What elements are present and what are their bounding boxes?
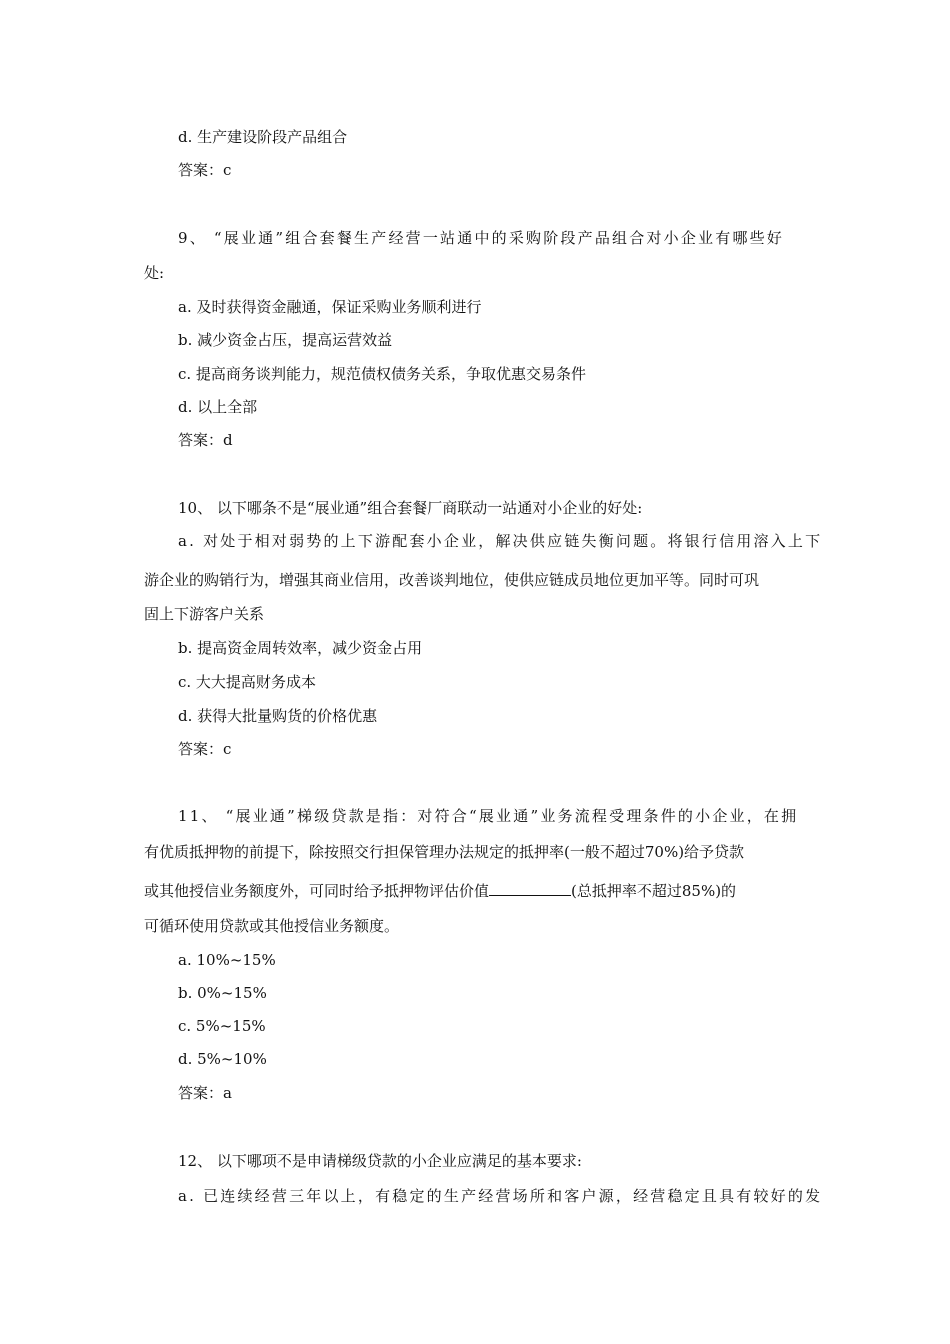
q11-stem-line3-before: 或其他授信业务额度外，可同时给予抵押物评估价值 — [144, 882, 490, 900]
q9-option-a: a. 及时获得资金融通，保证采购业务顺利进行 — [178, 298, 482, 316]
q9-option-b: b. 减少资金占压，提高运营效益 — [178, 331, 393, 349]
q11-option-d: d. 5%~10% — [178, 1050, 267, 1068]
q8-answer: 答案：c — [178, 161, 232, 179]
q11-answer: 答案：a — [178, 1084, 232, 1102]
q10-option-c: c. 大大提高财务成本 — [178, 673, 316, 691]
q11-stem-line3-after: (总抵押率不超过85%)的 — [571, 882, 737, 900]
q9-option-c: c. 提高商务谈判能力，规范债权债务关系，争取优惠交易条件 — [178, 365, 586, 383]
q9-answer: 答案：d — [178, 431, 233, 449]
q11-stem-line3 — [144, 881, 736, 901]
q12-stem: 12、 以下哪项不是申请梯级贷款的小企业应满足的基本要求: — [178, 1152, 582, 1170]
q10-stem: 10、 以下哪条不是“展业通”组合套餐厂商联动一站通对小企业的好处: — [178, 499, 643, 517]
q11-option-c: c. 5%~15% — [178, 1017, 266, 1035]
q10-option-a-line1: a. 对处于相对弱势的上下游配套小企业，解决供应链失衡问题。将银行信用溶入上下 — [178, 532, 823, 550]
q9-stem-line1: 9、 “展业通”组合套餐生产经营一站通中的采购阶段产品组合对小企业有哪些好 — [178, 229, 785, 247]
q11-option-b: b. 0%~15% — [178, 984, 267, 1002]
q10-answer: 答案：c — [178, 740, 232, 758]
fill-in-blank — [489, 881, 571, 896]
q11-stem-line1: 11、 “展业通”梯级贷款是指：对符合“展业通”业务流程受理条件的小企业，在拥 — [178, 807, 799, 825]
q11-stem-line4: 可循环使用贷款或其他授信业务额度。 — [144, 917, 400, 935]
q10-option-d: d. 获得大批量购货的价格优惠 — [178, 707, 378, 725]
q8-option-d: d. 生产建设阶段产品组合 — [178, 128, 348, 146]
q10-option-a-line2: 游企业的购销行为，增强其商业信用，改善谈判地位，使供应链成员地位更加平等。同时可巩 — [144, 571, 760, 589]
q12-option-a-line1: a. 已连续经营三年以上，有稳定的生产经营场所和客户源，经营稳定且具有较好的发 — [178, 1187, 823, 1205]
q9-option-d: d. 以上全部 — [178, 398, 258, 416]
q9-stem-line2: 处: — [144, 264, 165, 282]
q11-option-a: a. 10%~15% — [178, 951, 276, 969]
q10-option-b: b. 提高资金周转效率，减少资金占用 — [178, 639, 423, 657]
q10-option-a-line3: 固上下游客户关系 — [144, 605, 265, 623]
q11-stem-line2: 有优质抵押物的前提下，除按照交行担保管理办法规定的抵押率(一般不超过70%)给予贷款 — [144, 843, 745, 861]
